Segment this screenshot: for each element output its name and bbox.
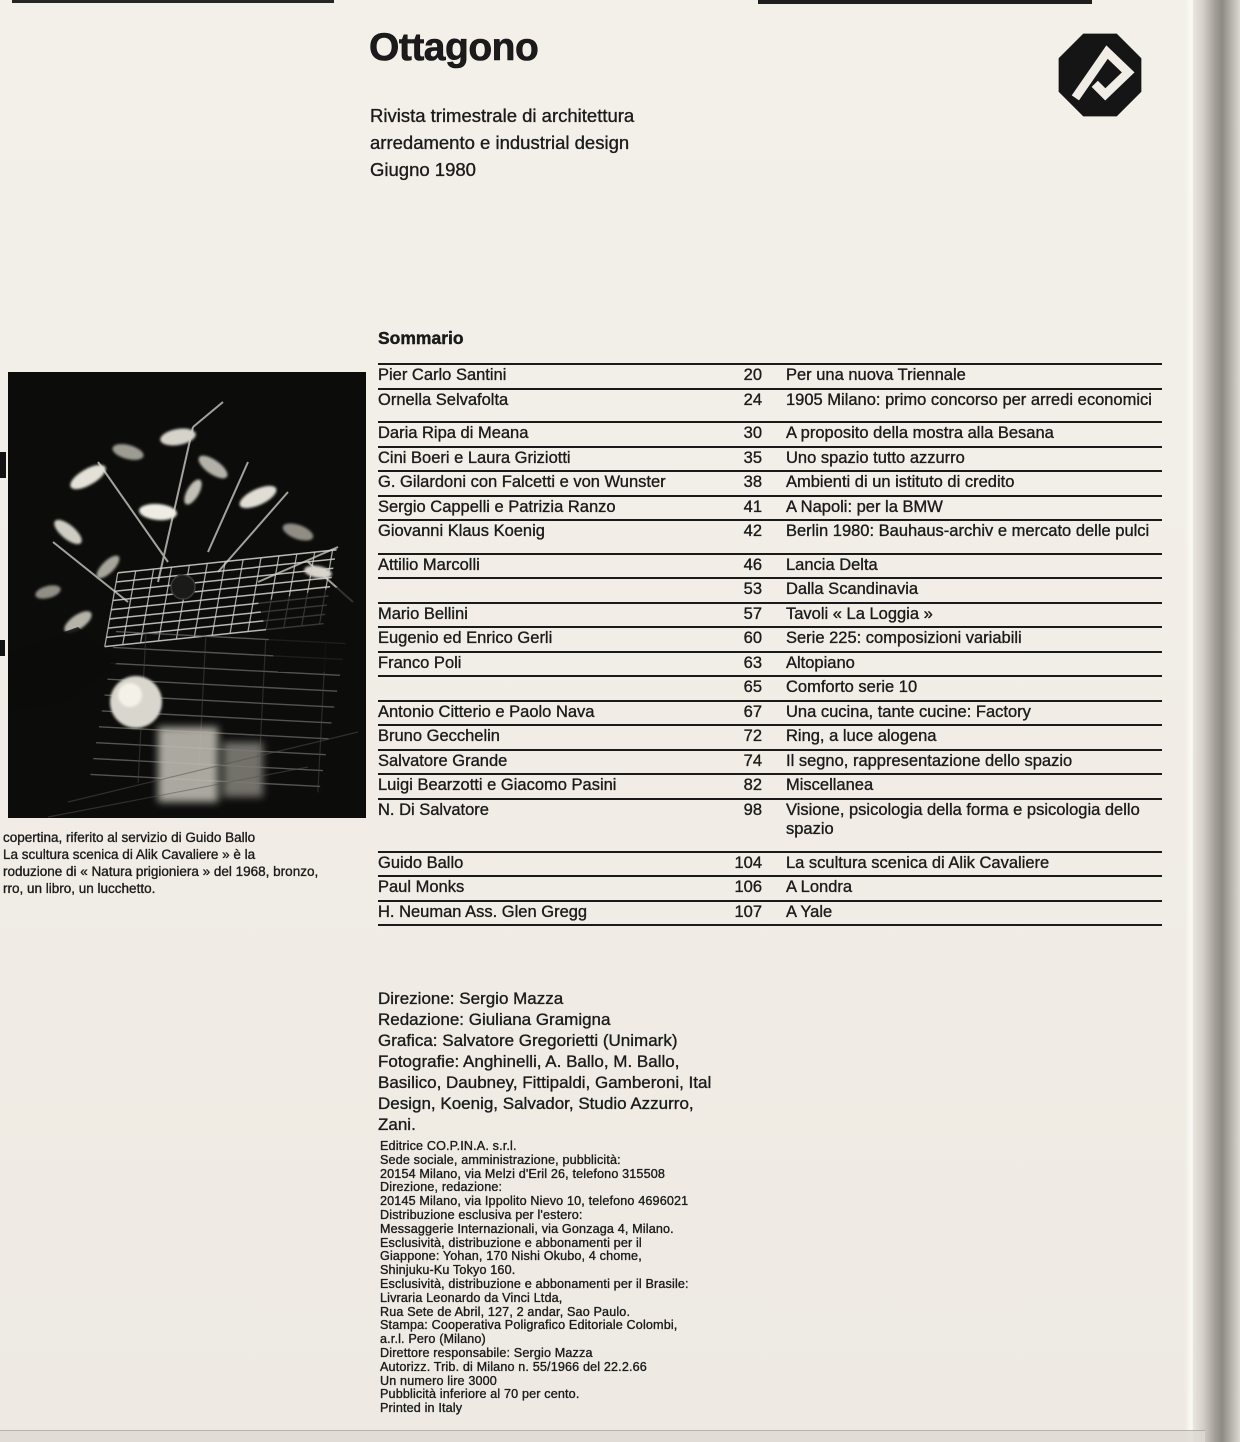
toc-page-number: 42	[743, 522, 762, 540]
toc-page-number: 35	[743, 448, 762, 467]
toc-author-name: Antonio Citterio e Paolo Nava	[378, 702, 595, 721]
credits-block: Direzione: Sergio Mazza Redazione: Giuliana Gramigna Grafica: Salvatore Gregorietti (Unimark) Fotografie: Anghinelli, A. Ballo, M. Ballo, Basilico, Daubney, Fittipaldi, Gamberoni, Ital Design, Koenig, Salvador, Studio Azzurro, Zani.	[378, 989, 712, 1134]
toc-row	[378, 519, 1162, 544]
toc-author-name: G. Gilardoni con Falcetti e von Wunster	[378, 473, 666, 491]
toc-article-title: A Londra	[786, 878, 853, 896]
toc-article-title: Miscellanea	[786, 776, 874, 794]
page-edge-shadow	[1193, 0, 1240, 1442]
toc-page-number: 30	[743, 424, 762, 442]
toc-row	[378, 577, 1162, 602]
toc-article-title: Ring, a luce alogena	[786, 727, 937, 745]
toc-row	[378, 388, 1162, 413]
toc-article-title: A proposito della mostra alla Besana	[786, 424, 1054, 442]
toc-row	[378, 626, 1162, 651]
toc-page-number: 106	[734, 878, 762, 896]
toc-row	[378, 900, 1162, 925]
toc-table	[378, 363, 1162, 926]
toc-author-name: Ornella Selvafolta	[378, 390, 509, 409]
toc-page-number: 104	[734, 853, 762, 872]
sommario-heading: Sommario	[378, 328, 464, 348]
toc-row	[378, 851, 1162, 876]
toc-article-title: Altopiano	[786, 653, 855, 672]
toc-author-name: Salvatore Grande	[378, 751, 508, 770]
toc-row	[378, 749, 1162, 774]
toc-row	[378, 724, 1162, 749]
toc-article-title: Per una nuova Triennale	[786, 366, 966, 384]
cover-photo	[8, 372, 366, 818]
octagon-logo-icon	[1056, 31, 1144, 119]
toc-author-name: Franco Poli	[378, 653, 462, 672]
toc-row	[378, 651, 1162, 676]
toc-page-number: 57	[743, 604, 762, 623]
toc-page-number: 20	[743, 366, 762, 384]
toc-row	[378, 700, 1162, 725]
toc-row	[378, 773, 1162, 798]
toc-author-name: Sergio Cappelli e Patrizia Ranzo	[378, 497, 616, 516]
toc-author-name: Guido Ballo	[378, 853, 464, 872]
toc-page-number: 46	[743, 555, 762, 574]
toc-author-name: Daria Ripa di Meana	[378, 424, 529, 442]
toc-article-title: Il segno, rappresentazione dello spazio	[786, 751, 1073, 770]
toc-article-title: A Napoli: per la BMW	[786, 497, 943, 516]
toc-author-name: Bruno Gecchelin	[378, 727, 500, 745]
toc-author-name: Eugenio ed Enrico Gerli	[378, 629, 553, 647]
toc-article-title: La scultura scenica di Alik Cavaliere	[786, 853, 1050, 872]
toc-page-number: 82	[743, 776, 762, 794]
toc-article-title: A Yale	[786, 902, 833, 921]
scan-edge-artifact	[758, 0, 1092, 4]
toc-page-number: 38	[743, 473, 762, 491]
toc-article-title: Lancia Delta	[786, 555, 878, 574]
toc-row	[378, 421, 1162, 446]
toc-page-number: 107	[734, 902, 762, 921]
toc-article-title: Uno spazio tutto azzurro	[786, 448, 965, 467]
toc-row	[378, 875, 1162, 900]
magazine-title: Ottagono	[369, 26, 539, 69]
toc-article-title: Serie 225: composizioni variabili	[786, 629, 1022, 647]
toc-author-name: Paul Monks	[378, 878, 465, 896]
toc-article-title: 1905 Milano: primo concorso per arredi economici	[786, 390, 1152, 409]
toc-author-name	[378, 580, 734, 600]
toc-page-number: 65	[743, 678, 762, 696]
scan-edge-artifact	[0, 1430, 1205, 1442]
toc-page-number: 60	[743, 629, 762, 647]
toc-article-title: Berlin 1980: Bauhaus-archiv e mercato delle pulci	[786, 522, 1150, 540]
toc-row	[378, 495, 1162, 520]
toc-article-title: Visione, psicologia della forma e psicologia dello spazio	[786, 800, 1140, 838]
toc-article-title: Una cucina, tante cucine: Factory	[786, 702, 1031, 721]
cover-caption: copertina, riferito al servizio di Guido Ballo La scultura scenica di Alik Cavaliere » è la roduzione di « Natura prigioniera » del 1968, bronzo, rro, un libro, un lucchetto.	[3, 830, 319, 896]
toc-author-name: Attilio Marcolli	[378, 555, 480, 574]
toc-author-name: Luigi Bearzotti e Giacomo Pasini	[378, 776, 617, 794]
toc-page-number: 72	[743, 727, 762, 745]
toc-author-name: Cini Boeri e Laura Griziotti	[378, 448, 571, 467]
toc-article-title: Ambienti di un istituto di credito	[786, 473, 1015, 491]
toc-page-number: 67	[743, 702, 762, 721]
toc-page-number: 24	[743, 390, 762, 409]
toc-row	[378, 798, 1162, 842]
toc-page-number: 53	[743, 580, 762, 598]
toc-author-name: N. Di Salvatore	[378, 800, 489, 819]
toc-article-title: Tavoli « La Loggia »	[786, 604, 933, 623]
toc-author-name: Pier Carlo Santini	[378, 366, 507, 384]
scan-edge-artifact	[0, 452, 6, 478]
toc-page-number: 98	[743, 800, 762, 819]
imprint-block: Editrice CO.P.IN.A. s.r.l. Sede sociale, amministrazione, pubblicità: 20154 Milano, via Melzi d'Eril 26, telefono 315508 Direzione, redazione: 20145 Milano, via Ippolito Nievo 10, telefono 4696021 Distribuzione esclusiva per l'estero: Messaggerie Internazionali, via Gonzaga 4, Milano. Esclusività, distribuzione e abbonamenti per il Giappone: Yohan, 170 Nishi Okubo, 4 chome, Shinjuku-Ku Tokyo 160. Esclusività, distribuzione e abbonamenti per il Brasile: Livraria Leonardo da Vinci Ltda, Rua Sete de Abril, 127, 2 andar, Sao Paulo. Stampa: Cooperativa Poligrafico Editoriale Colombi, a.r.l. Pero (Milano) Direttore responsabile: Sergio Mazza Autorizz. Trib. di Milano n. 55/1966 del 22.2.66 Un numero lire 3000 Pubblicità inferiore al 70 per cento. Printed in Italy	[380, 1139, 689, 1416]
toc-author-name: H. Neuman Ass. Glen Gregg	[378, 902, 588, 921]
scan-edge-artifact	[0, 640, 5, 656]
toc-author-name	[378, 678, 734, 698]
toc-page-number: 63	[743, 653, 762, 672]
toc-author-name: Giovanni Klaus Koenig	[378, 522, 545, 540]
toc-author-name: Mario Bellini	[378, 604, 468, 623]
toc-row	[378, 675, 1162, 700]
toc-row	[378, 446, 1162, 471]
toc-row	[378, 553, 1162, 578]
toc-row	[378, 602, 1162, 627]
toc-article-title: Comforto serie 10	[786, 678, 918, 696]
toc-article-title: Dalla Scandinavia	[786, 580, 919, 598]
scan-edge-artifact	[12, 0, 334, 3]
sculpture-photo-illustration	[8, 372, 366, 818]
toc-page-number: 74	[743, 751, 762, 770]
toc-page-number: 41	[743, 497, 762, 516]
magazine-subtitle: Rivista trimestrale di architettura arredamento e industrial design Giugno 1980	[370, 105, 635, 180]
toc-row	[378, 470, 1162, 495]
toc-row	[378, 363, 1162, 388]
